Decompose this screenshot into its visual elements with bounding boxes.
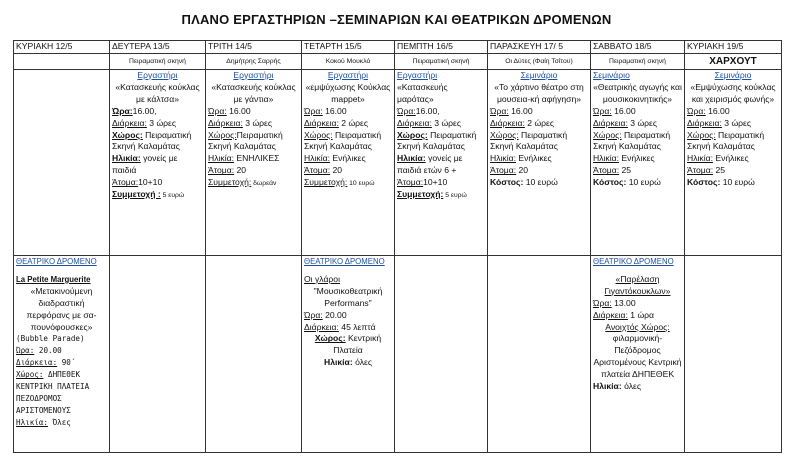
day-header: ΠΕΜΠΤΗ 16/5	[395, 41, 488, 54]
time-value: 16.00,	[132, 105, 157, 116]
theater-desc: «Μετακινούμενη διαδραστική περφόρανς με σα-πουνόφουσκες»	[26, 285, 97, 332]
age-label: Ηλικία:	[397, 153, 426, 164]
fee-label: Κόστος:	[490, 177, 524, 188]
duration-label: Διάρκεια:	[593, 309, 628, 320]
theater-name: La Petite Marguerite	[16, 274, 91, 284]
time-label: Ώρα:	[593, 105, 612, 116]
time-value: 16.00	[226, 105, 251, 116]
day-header: ΠΑΡΑΣΚΕΥΗ 17/ 5	[488, 41, 591, 54]
place-label: Ανοιχτός Χώρος:	[605, 321, 670, 332]
duration-value: 90΄	[57, 358, 76, 368]
theater-cell	[591, 256, 685, 453]
organizer-cell: Οι Δύτες (Φαίη Τσίτου)	[488, 54, 591, 70]
age-label: Ηλικία:	[490, 153, 516, 164]
fee-label: Συμμετοχή:	[208, 177, 252, 188]
people-label: Άτομα:	[687, 165, 714, 176]
time-label: Ώρα:	[112, 105, 133, 116]
page-title: ΠΛΑΝΟ ΕΡΓΑΣΤΗΡΙΩΝ –ΣΕΜΙΝΑΡΙΩΝ ΚΑΙ ΘΕΑΤΡΙΚΩΝ ΔΡΟΜΕΝΩΝ	[181, 12, 612, 27]
place-label: Χώρος:	[687, 129, 716, 140]
age-value: Όλες	[48, 417, 71, 427]
people-label: Άτομα:	[397, 177, 424, 188]
age-value: ΕΝΗΛΙΚΕΣ	[233, 153, 280, 164]
people-value: 10+10	[423, 177, 448, 188]
workshop-row	[14, 70, 782, 256]
organizer-row	[14, 54, 782, 70]
theater-cell-empty	[685, 256, 782, 453]
day-header: ΚΥΡΙΑΚΗ 12/5	[14, 41, 110, 54]
workshop-desc: «Το χάρτινο θέατρο στη μουσεια-κή αφήγηση»	[494, 81, 584, 104]
duration-label: Διάρκεια:	[16, 358, 58, 368]
people-value: 20	[330, 165, 343, 176]
organizer-cell: Πειραματική σκηνή	[591, 54, 685, 70]
place-label: Χώρος:	[112, 129, 143, 140]
time-label: Ώρα:	[593, 297, 612, 308]
duration-value: 2 ώρες	[524, 117, 555, 128]
people-value: 25	[619, 165, 632, 176]
duration-label: Διάρκεια:	[593, 117, 628, 128]
age-value: Ενήλικες	[712, 153, 749, 164]
people-value: 20	[516, 165, 529, 176]
workshop-cell	[685, 70, 782, 256]
time-value: 16.00,	[415, 105, 440, 116]
time-label: Ώρα:	[208, 105, 227, 116]
people-label: Άτομα:	[593, 165, 620, 176]
age-label: Ηλικία:	[16, 417, 49, 427]
day-header: ΤΕΤΑΡΤΗ 15/5	[302, 41, 395, 54]
people-label: Άτομα:	[490, 165, 517, 176]
time-value: 16.00	[508, 105, 533, 116]
time-label: Ώρα:	[304, 105, 323, 116]
duration-value: 2 ώρες	[338, 117, 369, 128]
workshop-cell	[110, 70, 206, 256]
workshop-desc: «Κατασκευής μαρότας»	[397, 81, 448, 104]
age-label: Ηλικία:	[593, 153, 619, 164]
time-value: 20.00	[322, 309, 347, 320]
time-label: Ώρα:	[304, 309, 323, 320]
duration-label: Διάρκεια:	[397, 117, 432, 128]
people-value: 10+10	[138, 177, 163, 188]
organizer-cell: Δημήτρης Σαρρής	[206, 54, 302, 70]
workshop-head: Σεμινάριο	[714, 70, 752, 80]
age-value: όλες	[621, 381, 641, 392]
workshop-desc: «Κατασκευής κούκλας με κάλτσα»	[115, 81, 200, 104]
place-value: Πειραματική Σκηνή Καλαμάτας	[304, 129, 382, 152]
fee-value: 10 ευρώ	[720, 177, 755, 188]
duration-value: 3 ώρες	[627, 117, 658, 128]
place-value: Πειραματική Σκηνή Καλαμάτας	[593, 129, 671, 152]
place-label: Χώρος:	[16, 370, 44, 380]
people-value: 25	[713, 165, 726, 176]
duration-label: Διάρκεια:	[490, 117, 525, 128]
age-label: Ηλικία:	[112, 153, 141, 164]
workshop-desc: «Θεατρικής αγωγής και μουσικοκινητικής»	[593, 81, 682, 104]
time-value: 16.00	[705, 105, 730, 116]
theater-row	[14, 256, 782, 453]
organizer-cell: Πειραματική σκηνή	[395, 54, 488, 70]
theater-cell-empty	[488, 256, 591, 453]
day-header-row	[14, 41, 782, 54]
place-value: Πειραματική Σκηνή Καλαμάτας	[112, 129, 192, 152]
fee-value: 10 ευρώ	[626, 177, 661, 188]
duration-value: 45 λεπτά	[338, 321, 376, 332]
time-label: Ώρα:	[397, 105, 416, 116]
place-value: ΔΗΠΕΘΕΚ ΚΕΝΤΡΙΚΗ ΠΛΑΤΕΙΑ ΠΕΖΟΔΡΟΜΟΣ ΑΡΙΣΤΟΜΕΝΟΥΣ	[16, 370, 90, 415]
schedule-table	[13, 40, 782, 453]
time-value: 16.00	[322, 105, 347, 116]
age-label: Ηλικία:	[324, 357, 353, 368]
place-value: Κεντρική Πλατεία	[333, 333, 382, 356]
theater-head: ΘΕΑΤΡΙΚΟ ΔΡΟΜΕΝΟ	[16, 257, 97, 266]
theater-cell-empty	[395, 256, 488, 453]
theater-head: ΘΕΑΤΡΙΚΟ ΔΡΟΜΕΝΟ	[593, 257, 674, 266]
place-value: Πειραματική Σκηνή Καλαμάτας	[397, 129, 477, 152]
theater-extra: (Bubble Parade)	[16, 334, 85, 344]
age-value: Ενήλικες	[515, 153, 552, 164]
workshop-desc: «Κατασκευής κούκλας με γάντια»	[211, 81, 296, 104]
age-label: Ηλικία:	[304, 153, 330, 164]
theater-desc: "Μουσικοθεατρική Performans"	[313, 285, 383, 308]
age-label: Ηλικία:	[208, 153, 234, 164]
place-label: Χώρος:	[490, 129, 519, 140]
fee-label: Συμμετοχή :	[112, 189, 161, 200]
duration-label: Διάρκεια:	[304, 321, 339, 332]
workshop-cell	[302, 70, 395, 256]
fee-value: 5 ευρώ	[160, 192, 185, 200]
fee-value: δωρεάν	[251, 180, 277, 188]
theater-desc: «Παρέλαση Γιγαντόκουκλων»	[604, 273, 671, 296]
age-label: Ηλικία:	[687, 153, 713, 164]
place-value: Πειραματική Σκηνή Καλαμάτας	[490, 129, 568, 152]
fee-label: Συμμετοχή:	[304, 177, 348, 188]
day-header: ΣΑΒΒΑΤΟ 18/5	[591, 41, 685, 54]
age-value: γονείς με παιδιά	[112, 153, 178, 176]
place-label: Χώρος:	[208, 129, 237, 140]
workshop-cell	[206, 70, 302, 256]
theater-head: ΘΕΑΤΡΙΚΟ ΔΡΟΜΕΝΟ	[304, 257, 385, 266]
time-label: Ώρα:	[16, 346, 35, 356]
place-label: Χώρος:	[304, 129, 333, 140]
place-value: Πειραματική Σκηνή Καλαμάτας	[208, 129, 283, 152]
theater-cell-empty	[110, 256, 206, 453]
place-label: Χώρος:	[593, 129, 622, 140]
duration-value: 3 ώρες	[431, 117, 462, 128]
fee-value: 10 ευρώ	[347, 180, 375, 188]
people-value: 20	[234, 165, 247, 176]
workshop-head: Σεμινάριο	[593, 70, 630, 80]
duration-value: 3 ώρες	[721, 117, 752, 128]
duration-label: Διάρκεια:	[304, 117, 339, 128]
time-value: 13.00	[611, 297, 636, 308]
duration-value: 1 ώρα	[627, 309, 655, 320]
fee-value: 5 ευρώ	[443, 192, 467, 200]
duration-label: Διάρκεια:	[208, 117, 243, 128]
workshop-head: Εργαστήρι	[137, 70, 178, 80]
place-value: Πειραματική Σκηνή Καλαμάτας	[687, 129, 765, 152]
people-label: Άτομα:	[112, 177, 139, 188]
workshop-desc: «εμψύχωσης Κούκλας mappet»	[305, 81, 391, 104]
duration-value: 3 ώρες	[242, 117, 273, 128]
people-label: Άτομα:	[208, 165, 235, 176]
theater-cell	[302, 256, 395, 453]
workshop-head: Εργαστήρι	[397, 70, 438, 80]
age-value: όλες	[352, 357, 372, 368]
theater-cell	[14, 256, 110, 453]
time-value: 20.00	[34, 346, 62, 356]
organizer-cell	[14, 54, 110, 70]
workshop-cell	[591, 70, 685, 256]
duration-label: Διάρκεια:	[687, 117, 722, 128]
organizer-cell: Πειραματική σκηνή	[110, 54, 206, 70]
age-value: γονείς με παιδιά ετών 6 +	[397, 153, 463, 176]
fee-label: Συμμετοχή:	[397, 189, 444, 200]
day-header: ΤΡΙΤΗ 14/5	[206, 41, 302, 54]
workshop-desc: «Εμψύχωσης κούκλας και χειρισμός φωνής»	[690, 81, 776, 104]
theater-cell-empty	[206, 256, 302, 453]
age-value: Ενήλικες	[618, 153, 655, 164]
time-value: 16.00	[611, 105, 636, 116]
workshop-head: Εργαστήρι	[327, 70, 369, 80]
people-label: Άτομα:	[304, 165, 331, 176]
day-header: ΚΥΡΙΑΚΗ 19/5	[685, 41, 782, 54]
fee-label: Κόστος:	[593, 177, 627, 188]
duration-value: 3 ώρες	[146, 117, 177, 128]
workshop-head: Σεμινάριο	[520, 70, 558, 80]
place-label: Χώρος:	[397, 129, 428, 140]
organizer-cell: ΧΑΡΧΟΥΤ	[685, 54, 782, 70]
day-header: ΔΕΥΤΕΡΑ 13/5	[110, 41, 206, 54]
duration-label: Διάρκεια:	[112, 117, 147, 128]
workshop-cell	[488, 70, 591, 256]
theater-name: Οι γλάροι	[304, 273, 340, 284]
age-label: Ηλικία:	[593, 381, 622, 392]
workshop-head: Εργαστήρι	[233, 70, 274, 80]
place-value: φιλαρμονική-Πεζόδρομος Αριστομένους Κεντρική πλατεία ΔΗΠΕΘΕΚ	[593, 333, 682, 380]
time-label: Ώρα:	[687, 105, 706, 116]
workshop-cell	[395, 70, 488, 256]
time-label: Ώρα:	[490, 105, 509, 116]
organizer-cell: Κοκού Μουκλό	[302, 54, 395, 70]
age-value: Ενήλικες	[329, 153, 366, 164]
workshop-cell-empty	[14, 70, 110, 256]
fee-label: Κόστος:	[687, 177, 721, 188]
place-label: Χώρος:	[314, 333, 346, 344]
fee-value: 10 ευρώ	[523, 177, 558, 188]
